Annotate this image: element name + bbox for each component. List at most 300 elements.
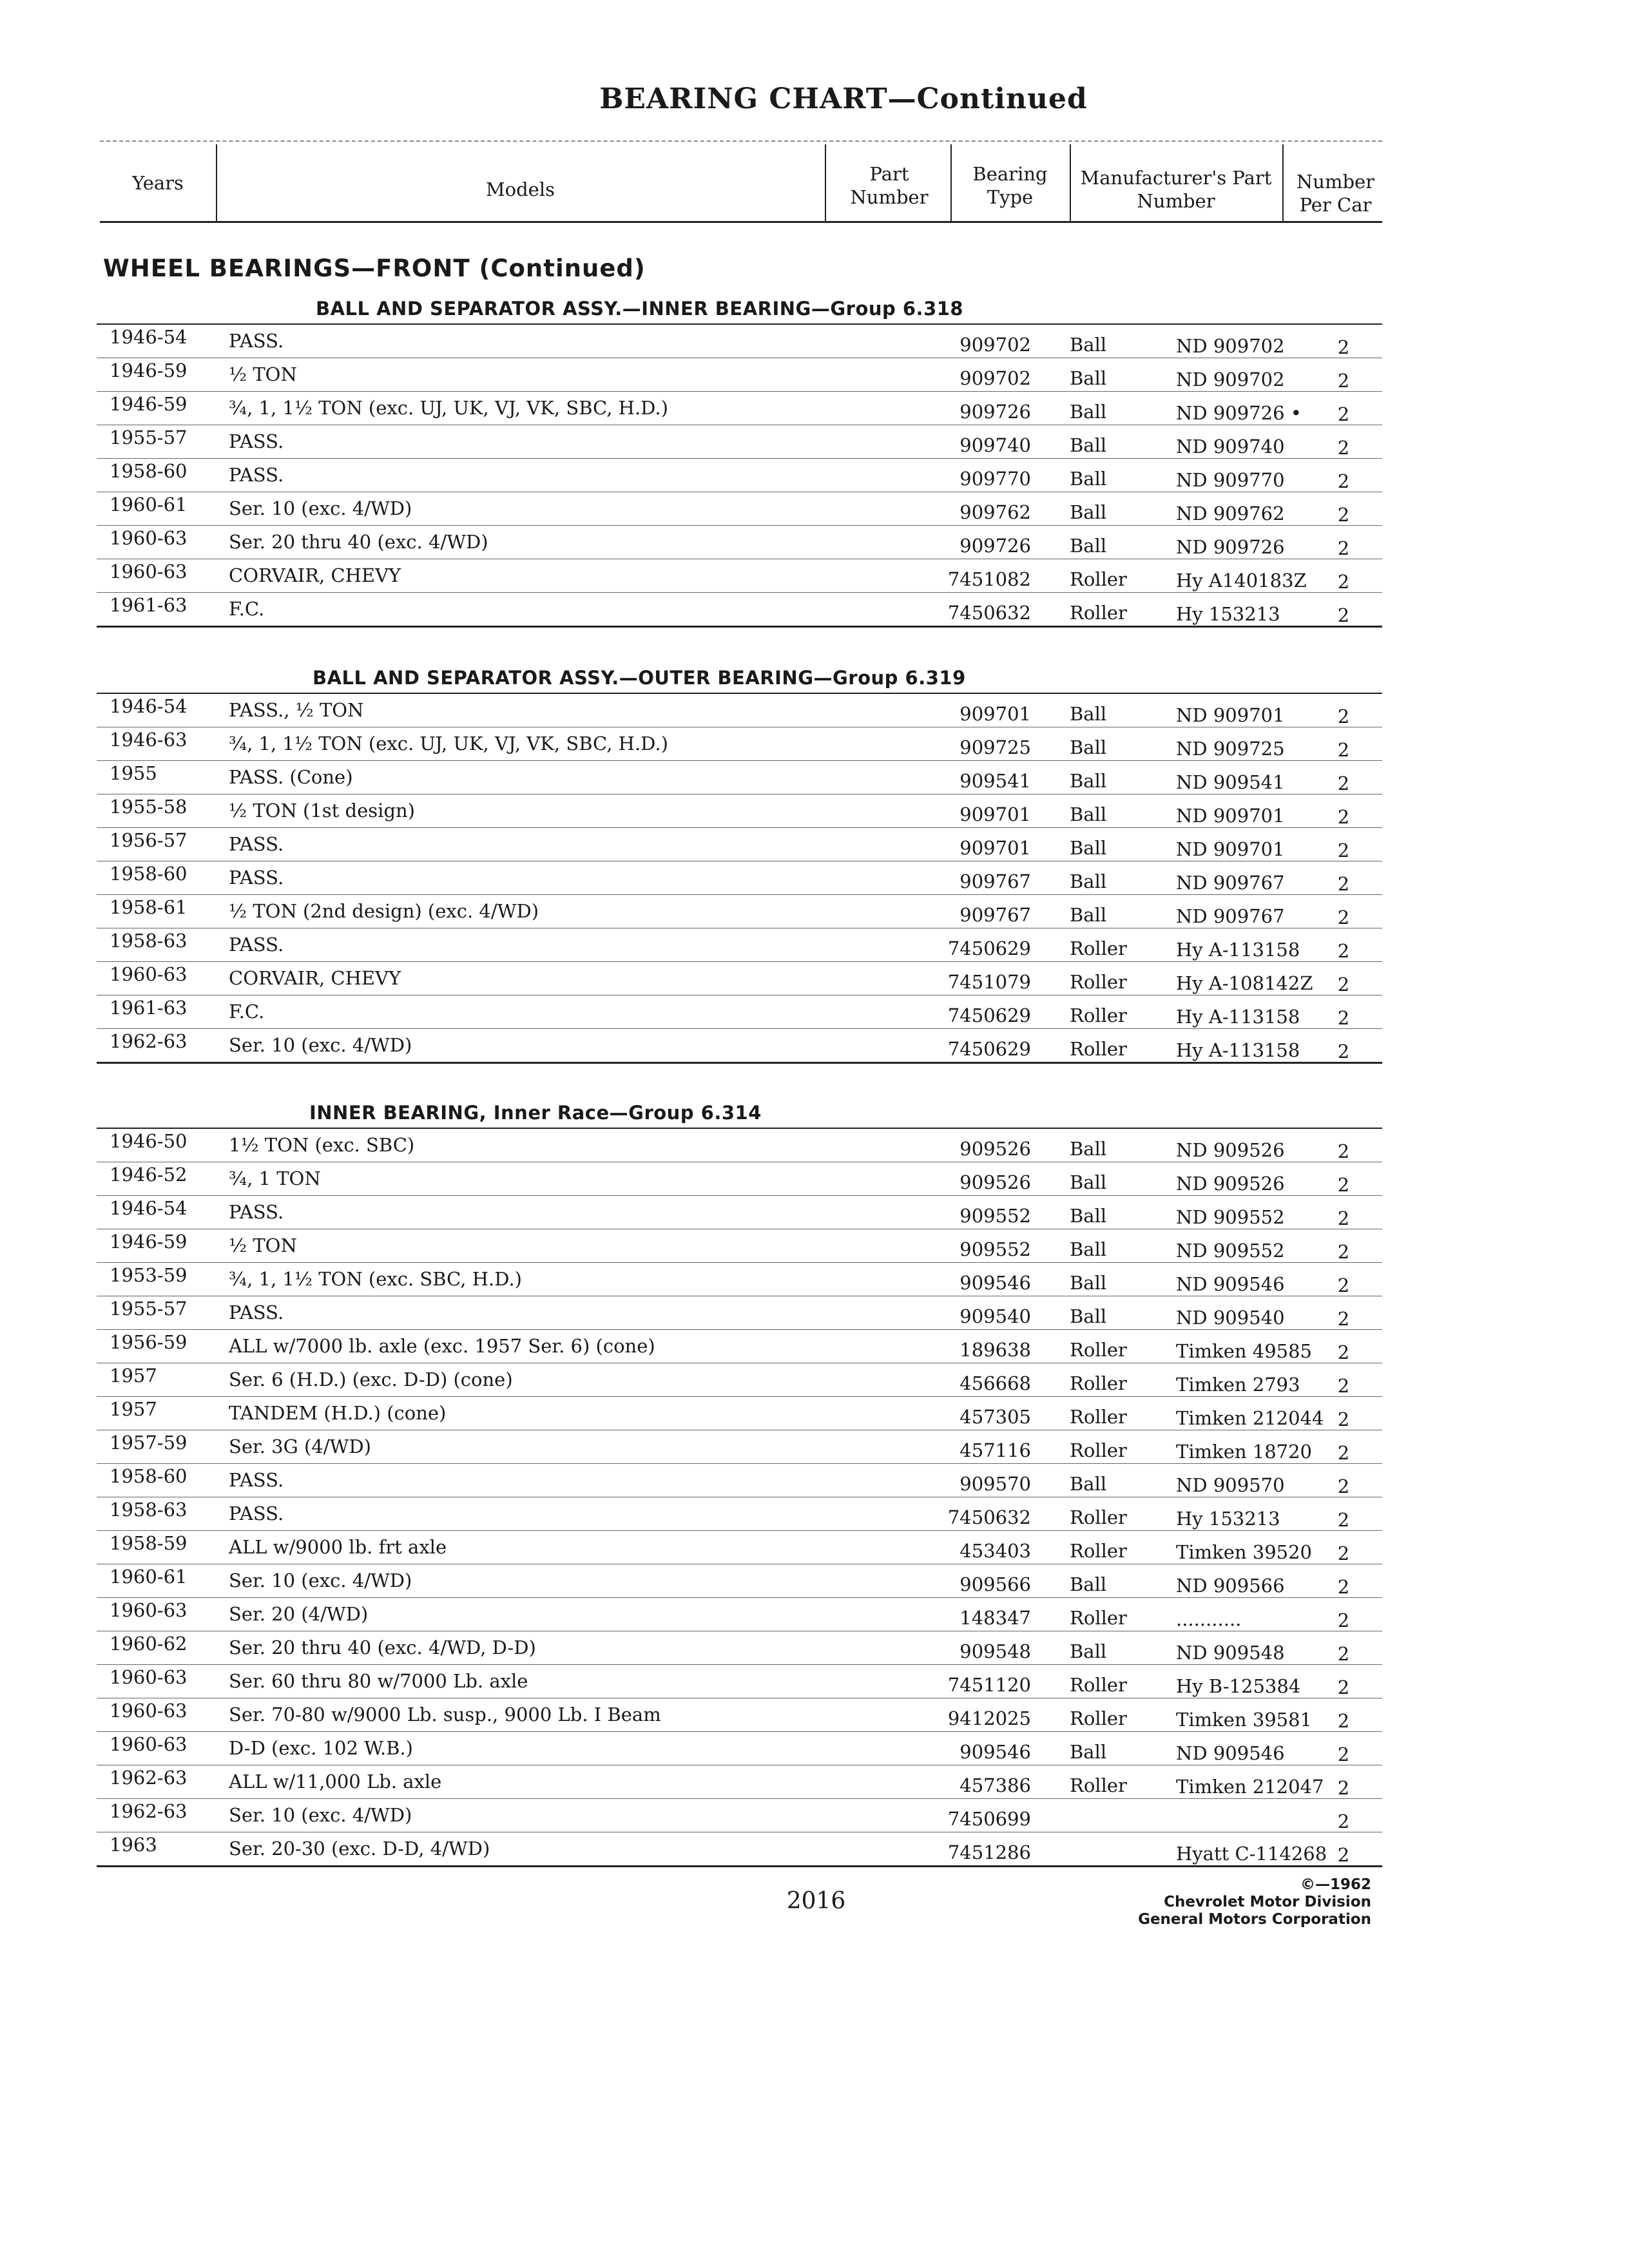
cell-number-per-car: 2: [1337, 470, 1350, 492]
cell-models: Ser. 20 thru 40 (exc. 4/WD): [229, 531, 488, 553]
cell-models: Ser. 20 (4/WD): [229, 1603, 369, 1625]
header-divider: [1282, 144, 1284, 222]
cell-years: 1961-63: [110, 594, 188, 616]
column-header: [100, 140, 1382, 223]
cell-years: 1946-59: [110, 360, 188, 381]
cell-bearing-type: Ball: [1070, 1305, 1107, 1327]
cell-bearing-type: Ball: [1070, 367, 1107, 389]
cell-years: 1960-63: [110, 1733, 188, 1755]
cell-years: 1957: [110, 1398, 157, 1420]
cell-models: F.C.: [229, 1001, 265, 1023]
header-divider: [825, 144, 826, 222]
cell-years: 1958-60: [110, 460, 188, 482]
cell-bearing-type: Ball: [1070, 770, 1107, 792]
cell-mfr-part-number: ND 909725: [1176, 738, 1285, 760]
cell-models: ALL w/7000 lb. axle (exc. 1957 Ser. 6) (cone): [229, 1335, 655, 1357]
cell-mfr-part-number: ND 909540: [1176, 1307, 1285, 1329]
cell-mfr-part-number: ND 909526: [1176, 1139, 1285, 1161]
table-row: [97, 1196, 1382, 1229]
cell-mfr-part-number: ND 909762: [1176, 503, 1285, 524]
table-row: [97, 1732, 1382, 1765]
cell-bearing-type: Roller: [1070, 937, 1127, 959]
cell-number-per-car: 2: [1337, 1274, 1350, 1296]
cell-number-per-car: 2: [1337, 1777, 1350, 1799]
cell-years: 1958-63: [110, 1499, 188, 1521]
cell-mfr-part-number: ND 909541: [1176, 771, 1285, 793]
cell-years: 1946-59: [110, 393, 188, 415]
cell-years: 1955: [110, 762, 157, 784]
cell-part-number: 7451286: [947, 1841, 1031, 1863]
cell-bearing-type: Roller: [1070, 1607, 1127, 1629]
cell-years: 1946-54: [110, 695, 188, 717]
cell-models: CORVAIR, CHEVY: [229, 967, 401, 989]
cell-years: 1955-57: [110, 1298, 188, 1320]
cell-part-number: 909725: [959, 736, 1031, 758]
cell-bearing-type: Roller: [1070, 1707, 1127, 1729]
cell-years: 1960-61: [110, 494, 188, 515]
cell-part-number: 457386: [959, 1774, 1031, 1796]
cell-bearing-type: Ball: [1070, 468, 1107, 490]
cell-bearing-type: Ball: [1070, 736, 1107, 758]
group-title: BALL AND SEPARATOR ASSY.—OUTER BEARING—Group 6.319: [313, 667, 966, 689]
copyright-division: Chevrolet Motor Division: [1164, 1894, 1371, 1910]
cell-years: 1955-58: [110, 796, 188, 818]
cell-bearing-type: Roller: [1070, 568, 1127, 590]
cell-mfr-part-number: ND 909740: [1176, 436, 1285, 457]
cell-mfr-part-number: ND 909566: [1176, 1575, 1285, 1597]
cell-part-number: 7450699: [947, 1808, 1031, 1830]
cell-models: ½ TON: [229, 1235, 297, 1256]
cell-years: 1960-63: [110, 1666, 188, 1688]
cell-years: 1960-63: [110, 1700, 188, 1722]
group-table: [97, 1128, 1382, 1867]
cell-mfr-part-number: Timken 212047: [1176, 1776, 1324, 1798]
table-row: [97, 1531, 1382, 1564]
cell-years: 1963: [110, 1834, 157, 1856]
cell-part-number: 909701: [959, 803, 1031, 825]
cell-mfr-part-number: ...........: [1176, 1608, 1242, 1630]
cell-part-number: 456668: [959, 1372, 1031, 1394]
cell-part-number: 189638: [959, 1339, 1031, 1361]
cell-number-per-car: 2: [1337, 773, 1350, 794]
cell-models: PASS.: [229, 833, 284, 855]
table-row: [97, 962, 1382, 995]
cell-models: Ser. 10 (exc. 4/WD): [229, 1804, 412, 1826]
cell-number-per-car: 2: [1337, 1007, 1350, 1029]
cell-number-per-car: 2: [1337, 504, 1350, 526]
cell-years: 1956-59: [110, 1331, 188, 1353]
cell-mfr-part-number: Hy A-108142Z: [1176, 972, 1313, 994]
cell-mfr-part-number: ND 909770: [1176, 469, 1285, 491]
header-number-per-car: Number Per Car: [1296, 171, 1375, 216]
cell-bearing-type: Ball: [1070, 1573, 1107, 1595]
cell-mfr-part-number: Timken 39581: [1176, 1709, 1313, 1731]
cell-models: ¾, 1, 1½ TON (exc. UJ, UK, VJ, VK, SBC, H.D.): [229, 733, 668, 754]
cell-part-number: 909552: [959, 1205, 1031, 1227]
table-row: [97, 1296, 1382, 1330]
cell-number-per-car: 2: [1337, 1542, 1350, 1564]
cell-bearing-type: Ball: [1070, 501, 1107, 523]
cell-models: ALL w/11,000 Lb. axle: [229, 1771, 442, 1792]
cell-bearing-type: Ball: [1070, 1272, 1107, 1294]
cell-part-number: 909762: [959, 501, 1031, 523]
cell-bearing-type: Ball: [1070, 837, 1107, 859]
cell-years: 1958-60: [110, 863, 188, 885]
cell-part-number: 909702: [959, 334, 1031, 356]
cell-years: 1956-57: [110, 829, 188, 851]
cell-models: Ser. 10 (exc. 4/WD): [229, 497, 412, 519]
cell-models: CORVAIR, CHEVY: [229, 564, 401, 586]
table-row: [97, 694, 1382, 727]
cell-number-per-car: 2: [1337, 1408, 1350, 1430]
cell-mfr-part-number: Timken 212044: [1176, 1407, 1324, 1429]
cell-mfr-part-number: Timken 49585: [1176, 1340, 1313, 1362]
cell-bearing-type: Ball: [1070, 1171, 1107, 1193]
header-bottom-rule: [100, 221, 1382, 223]
cell-mfr-part-number: ND 909726 •: [1176, 402, 1302, 424]
cell-mfr-part-number: Hy 153213: [1176, 1508, 1280, 1530]
cell-number-per-car: 2: [1337, 336, 1350, 358]
cell-number-per-car: 2: [1337, 1442, 1350, 1464]
copyright-block: [1138, 1876, 1371, 1928]
cell-number-per-car: 2: [1337, 1475, 1350, 1497]
table-row: [97, 526, 1382, 559]
cell-models: ¾, 1, 1½ TON (exc. UJ, UK, VJ, VK, SBC, H.D.): [229, 397, 668, 419]
table-row: [97, 1430, 1382, 1464]
table-row: [97, 1665, 1382, 1698]
table-row: [97, 727, 1382, 761]
cell-bearing-type: Ball: [1070, 1473, 1107, 1495]
cell-years: 1960-63: [110, 527, 188, 549]
cell-models: ½ TON: [229, 363, 297, 385]
table-row: [97, 1029, 1382, 1064]
table-row: [97, 828, 1382, 861]
copyright-year: ©—1962: [1300, 1876, 1371, 1893]
table-row: [97, 392, 1382, 425]
cell-mfr-part-number: ND 909548: [1176, 1642, 1285, 1664]
cell-number-per-car: 2: [1337, 940, 1350, 962]
cell-part-number: 909726: [959, 535, 1031, 557]
table-row: [97, 1832, 1382, 1867]
cell-bearing-type: Roller: [1070, 1406, 1127, 1428]
cell-mfr-part-number: ND 909701: [1176, 805, 1285, 827]
cell-years: 1946-54: [110, 1197, 188, 1219]
cell-number-per-car: 2: [1337, 1341, 1350, 1363]
cell-years: 1957: [110, 1365, 157, 1387]
cell-bearing-type: Roller: [1070, 1540, 1127, 1562]
group-title: BALL AND SEPARATOR ASSY.—INNER BEARING—Group 6.318: [316, 298, 964, 320]
cell-part-number: 7451120: [947, 1674, 1031, 1696]
page-title: BEARING CHART—Continued: [599, 82, 1088, 115]
cell-part-number: 909570: [959, 1473, 1031, 1495]
table-row: [97, 593, 1382, 628]
table-row: [97, 928, 1382, 962]
cell-years: 1962-63: [110, 1030, 188, 1052]
cell-models: ¾, 1 TON: [229, 1168, 321, 1189]
cell-mfr-part-number: Timken 2793: [1176, 1374, 1300, 1396]
cell-years: 1958-63: [110, 930, 188, 952]
cell-years: 1957-59: [110, 1432, 188, 1454]
cell-part-number: 909526: [959, 1138, 1031, 1160]
copyright-corporation: General Motors Corporation: [1138, 1911, 1371, 1928]
cell-number-per-car: 2: [1337, 1308, 1350, 1330]
cell-mfr-part-number: ND 909701: [1176, 838, 1285, 860]
table-row: [97, 1363, 1382, 1397]
table-row: [97, 459, 1382, 492]
header-top-rule: [100, 140, 1382, 142]
table-row: [97, 1799, 1382, 1832]
table-row: [97, 1129, 1382, 1162]
cell-number-per-car: 2: [1337, 1041, 1350, 1062]
cell-number-per-car: 2: [1337, 1140, 1350, 1162]
cell-number-per-car: 2: [1337, 1509, 1350, 1531]
cell-models: PASS.: [229, 1302, 284, 1323]
cell-years: 1955-57: [110, 427, 188, 448]
cell-part-number: 9412025: [947, 1707, 1031, 1729]
cell-bearing-type: Ball: [1070, 870, 1107, 892]
cell-bearing-type: Roller: [1070, 1774, 1127, 1796]
cell-years: 1946-52: [110, 1164, 188, 1186]
cell-years: 1958-59: [110, 1532, 188, 1554]
cell-mfr-part-number: ND 909726: [1176, 536, 1285, 558]
cell-number-per-car: 2: [1337, 1576, 1350, 1598]
cell-mfr-part-number: ND 909767: [1176, 872, 1285, 894]
cell-models: Ser. 10 (exc. 4/WD): [229, 1570, 412, 1591]
cell-number-per-car: 2: [1337, 1241, 1350, 1263]
cell-part-number: 909770: [959, 468, 1031, 490]
cell-models: F.C.: [229, 598, 265, 620]
cell-number-per-car: 2: [1337, 1677, 1350, 1698]
cell-number-per-car: 2: [1337, 1174, 1350, 1196]
cell-years: 1953-59: [110, 1264, 188, 1286]
table-row: [97, 492, 1382, 526]
cell-mfr-part-number: ND 909526: [1176, 1173, 1285, 1195]
cell-number-per-car: 2: [1337, 1710, 1350, 1732]
cell-years: 1962-63: [110, 1767, 188, 1789]
cell-number-per-car: 2: [1337, 437, 1350, 459]
table-row: [97, 1464, 1382, 1497]
group-title: INNER BEARING, Inner Race—Group 6.314: [309, 1102, 762, 1124]
cell-part-number: 909526: [959, 1171, 1031, 1193]
cell-models: PASS.: [229, 430, 284, 452]
cell-models: PASS.: [229, 330, 284, 352]
table-row: [97, 1698, 1382, 1732]
table-row: [97, 1263, 1382, 1296]
cell-part-number: 909701: [959, 703, 1031, 725]
cell-part-number: 457305: [959, 1406, 1031, 1428]
page-number: 2016: [786, 1888, 846, 1914]
cell-part-number: 909548: [959, 1640, 1031, 1662]
cell-bearing-type: Roller: [1070, 1004, 1127, 1026]
cell-number-per-car: 2: [1337, 403, 1350, 425]
cell-bearing-type: Roller: [1070, 602, 1127, 624]
cell-models: Ser. 10 (exc. 4/WD): [229, 1034, 412, 1056]
cell-models: ½ TON (2nd design) (exc. 4/WD): [229, 900, 539, 922]
cell-models: PASS.: [229, 934, 284, 956]
table-row: [97, 1229, 1382, 1263]
cell-number-per-car: 2: [1337, 706, 1350, 727]
cell-bearing-type: Ball: [1070, 334, 1107, 356]
cell-number-per-car: 2: [1337, 1844, 1350, 1866]
cell-mfr-part-number: ND 909570: [1176, 1474, 1285, 1496]
table-row: [97, 559, 1382, 593]
table-row: [97, 861, 1382, 895]
cell-bearing-type: Ball: [1070, 401, 1107, 423]
group-table: [97, 693, 1382, 1064]
cell-part-number: 7450629: [947, 1038, 1031, 1060]
cell-years: 1962-63: [110, 1800, 188, 1822]
table-row: [97, 1631, 1382, 1665]
cell-bearing-type: Ball: [1070, 535, 1107, 557]
cell-years: 1946-59: [110, 1231, 188, 1253]
cell-number-per-car: 2: [1337, 840, 1350, 861]
cell-models: 1½ TON (exc. SBC): [229, 1134, 415, 1156]
cell-years: 1960-61: [110, 1566, 188, 1588]
header-part-number: Part Number: [850, 163, 929, 208]
table-row: [97, 895, 1382, 928]
cell-number-per-car: 2: [1337, 873, 1350, 895]
cell-mfr-part-number: ND 909702: [1176, 335, 1285, 357]
cell-models: Ser. 70-80 w/9000 Lb. susp., 9000 Lb. I Beam: [229, 1704, 661, 1725]
cell-mfr-part-number: Hy A-113158: [1176, 1039, 1300, 1061]
cell-bearing-type: Ball: [1070, 1138, 1107, 1160]
cell-mfr-part-number: Hy A-113158: [1176, 939, 1300, 961]
cell-bearing-type: Ball: [1070, 1640, 1107, 1662]
cell-models: Ser. 20-30 (exc. D-D, 4/WD): [229, 1838, 490, 1860]
cell-bearing-type: Ball: [1070, 1741, 1107, 1763]
cell-number-per-car: 2: [1337, 1744, 1350, 1765]
cell-part-number: 7451082: [947, 568, 1031, 590]
cell-part-number: 909702: [959, 367, 1031, 389]
header-divider: [1070, 144, 1071, 222]
cell-part-number: 7450632: [947, 1506, 1031, 1528]
cell-mfr-part-number: ND 909701: [1176, 704, 1285, 726]
cell-models: PASS. (Cone): [229, 766, 353, 788]
cell-models: Ser. 20 thru 40 (exc. 4/WD, D-D): [229, 1637, 536, 1658]
cell-part-number: 457116: [959, 1439, 1031, 1461]
cell-models: ¾, 1, 1½ TON (exc. SBC, H.D.): [229, 1268, 522, 1290]
cell-models: ALL w/9000 lb. frt axle: [229, 1536, 447, 1558]
cell-models: Ser. 6 (H.D.) (exc. D-D) (cone): [229, 1369, 513, 1390]
cell-part-number: 909566: [959, 1573, 1031, 1595]
cell-mfr-part-number: Hy 153213: [1176, 603, 1280, 625]
cell-part-number: 909740: [959, 434, 1031, 456]
header-bearing-type: Bearing Type: [972, 163, 1048, 208]
cell-bearing-type: Ball: [1070, 803, 1107, 825]
cell-years: 1960-63: [110, 561, 188, 582]
cell-part-number: 909767: [959, 904, 1031, 926]
table-row: [97, 794, 1382, 828]
cell-models: PASS.: [229, 867, 284, 889]
cell-mfr-part-number: ND 909702: [1176, 369, 1285, 390]
cell-number-per-car: 2: [1337, 604, 1350, 626]
cell-part-number: 909540: [959, 1305, 1031, 1327]
cell-mfr-part-number: ND 909552: [1176, 1240, 1285, 1262]
table-row: [97, 1564, 1382, 1598]
cell-number-per-car: 2: [1337, 1643, 1350, 1665]
header-models: Models: [485, 178, 555, 200]
cell-part-number: 148347: [959, 1607, 1031, 1629]
cell-part-number: 7450632: [947, 602, 1031, 624]
cell-years: 1958-60: [110, 1465, 188, 1487]
cell-mfr-part-number: Hy A-113158: [1176, 1006, 1300, 1028]
cell-models: PASS.: [229, 464, 284, 486]
table-row: [97, 995, 1382, 1029]
table-row: [97, 761, 1382, 794]
header-divider: [950, 144, 952, 222]
cell-bearing-type: Roller: [1070, 1439, 1127, 1461]
cell-part-number: 909546: [959, 1741, 1031, 1763]
cell-years: 1961-63: [110, 997, 188, 1019]
cell-bearing-type: Roller: [1070, 971, 1127, 993]
cell-bearing-type: Ball: [1070, 1238, 1107, 1260]
cell-bearing-type: Roller: [1070, 1506, 1127, 1528]
cell-number-per-car: 2: [1337, 907, 1350, 928]
header-mfr-part-number: Manufacturer's Part Number: [1080, 167, 1272, 212]
cell-part-number: 909541: [959, 770, 1031, 792]
table-row: [97, 1765, 1382, 1799]
cell-models: PASS., ½ TON: [229, 699, 364, 721]
cell-bearing-type: Ball: [1070, 434, 1107, 456]
cell-years: 1960-63: [110, 963, 188, 985]
cell-bearing-type: Ball: [1070, 904, 1107, 926]
cell-part-number: 7450629: [947, 1004, 1031, 1026]
cell-number-per-car: 2: [1337, 571, 1350, 593]
cell-part-number: 909552: [959, 1238, 1031, 1260]
cell-number-per-car: 2: [1337, 739, 1350, 761]
cell-mfr-part-number: Hyatt C-114268: [1176, 1843, 1327, 1865]
cell-years: 1946-54: [110, 326, 188, 348]
table-row: [97, 1162, 1382, 1196]
cell-part-number: 909726: [959, 401, 1031, 423]
cell-models: D-D (exc. 102 W.B.): [229, 1737, 413, 1759]
cell-models: TANDEM (H.D.) (cone): [229, 1402, 447, 1424]
cell-bearing-type: Roller: [1070, 1372, 1127, 1394]
cell-number-per-car: 2: [1337, 370, 1350, 392]
cell-mfr-part-number: Hy B-125384: [1176, 1675, 1301, 1697]
cell-models: PASS.: [229, 1469, 284, 1491]
cell-mfr-part-number: Hy A140183Z: [1176, 570, 1307, 591]
table-row: [97, 425, 1382, 459]
cell-bearing-type: Roller: [1070, 1339, 1127, 1361]
cell-mfr-part-number: ND 909767: [1176, 905, 1285, 927]
table-row: [97, 1497, 1382, 1531]
cell-models: Ser. 60 thru 80 w/7000 Lb. axle: [229, 1670, 528, 1692]
cell-mfr-part-number: ND 909552: [1176, 1206, 1285, 1228]
cell-bearing-type: Ball: [1070, 703, 1107, 725]
cell-bearing-type: Roller: [1070, 1038, 1127, 1060]
cell-part-number: 453403: [959, 1540, 1031, 1562]
table-row: [97, 325, 1382, 358]
cell-part-number: 909767: [959, 870, 1031, 892]
cell-years: 1958-61: [110, 896, 188, 918]
cell-years: 1960-62: [110, 1633, 188, 1655]
cell-number-per-car: 2: [1337, 806, 1350, 828]
cell-bearing-type: Ball: [1070, 1205, 1107, 1227]
cell-years: 1946-63: [110, 729, 188, 751]
group-table: [97, 323, 1382, 628]
cell-models: PASS.: [229, 1503, 284, 1524]
cell-number-per-car: 2: [1337, 537, 1350, 559]
cell-mfr-part-number: ND 909546: [1176, 1742, 1285, 1764]
cell-models: PASS.: [229, 1201, 284, 1223]
cell-years: 1946-50: [110, 1130, 188, 1152]
cell-models: ½ TON (1st design): [229, 800, 415, 822]
cell-mfr-part-number: ND 909546: [1176, 1273, 1285, 1295]
cell-part-number: 909546: [959, 1272, 1031, 1294]
cell-number-per-car: 2: [1337, 974, 1350, 995]
table-row: [97, 1598, 1382, 1631]
